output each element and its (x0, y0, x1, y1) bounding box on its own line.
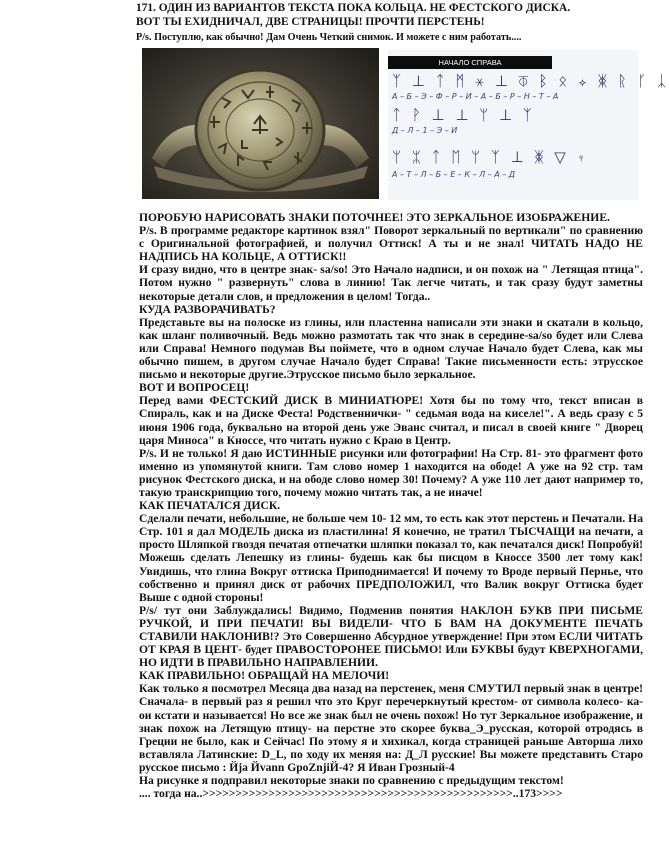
paragraph: P/s. В программе редакторе картинок взял" Поворот зеркальный по вертикали" по сравнению с Оригинальной фотографией, и получил Оттиск! А ты и не знал! ЧИТАТЬ НАДО НЕ НАДПИСЬ НА КОЛЬЦЕ, А ОТТИСК!! (139, 224, 643, 264)
paragraph: Перед вами ФЕСТСКИЙ ДИСК В МИНИАТЮРЕ! Хотя бы по тому что, текст вписан в Спираль, как и на Диске Феста! Родственнички- " седьмая вода на киселе!". А ведь сразу с 5 июня 1906 года, буквально на второй день уже Эванс считал, и писал в своей книге " Дворец царя Миноса" в Кноссе, что читать нужно с Краю в Центр. (139, 394, 643, 447)
header-line-3: P/s. Поступлю, как обычно! Дам Очень Четкий снимок. И можете с ним работать.... (136, 32, 522, 43)
sketch-label: НАЧАЛО СПРАВА (388, 56, 552, 69)
paragraph: Сделали печати, небольшие, не больше чем 10- 12 мм, то есть как этот перстень и Печатали. На Стр. 101 я дал МОДЕЛЬ диска из пластилина! Я конечно, не тратил ТЫСЧАЩИ на печати, а просто Шляпкой гвоздя печатая отпечатки шляпки показал то, как печатался диск! Попробуй! Можешь сделать Лепешку из глины- будешь как бы писцом в Кноссе 3500 лет тому как! Увидишь, что глина Вокруг оттиска Приподнимается! И почему то Вроде первый Перньe, что собственно и принял диск от рабочих ПРЕДПОЛОЖИЛ, что Валик вокруг Оттиска будет Выше с одной стороны! (139, 512, 643, 604)
ring-photo-drawing (142, 48, 379, 199)
glyph-row-3: ᛘ ᛯ ᛏ ᛖ ᛘ ᛉ ⊥ ᛤ ▽ ⫯ (392, 148, 589, 166)
section-heading: КАК ПЕЧАТАЛСЯ ДИСК. (139, 499, 281, 513)
transcription-row-3: А – Т – Л – Б – Е – К – Л – А – Д (392, 170, 516, 179)
glyph-sketch (388, 50, 669, 200)
paragraph: Представьте вы на полоске из глины, или пластенна написали эти знаки и скатали в кольцо, как шланг поливочный. Ведь можно размотать так что знак в середине-sa/so будет или Слева или Справа! Немного подумав Вы поймете, что в одном случае Начало будет Слева, как мы обычно пишем, в другом случае Начало будет Справа! Такие письменности есть: этрусское письмо и некоторые другие.Этрусское письмо было зеркальное. (139, 315, 643, 382)
section-heading: ВОТ И ВОПРОСЕЦ! (139, 381, 250, 395)
body-text (139, 211, 643, 800)
continuation-line: .... тогда на..>>>>>>>>>>>>>>>>>>>>>>>>>>>>>>>>>>>>>>>>>>>>>>>..173>>>> (139, 787, 563, 801)
section-heading: ПОРОБУЮ НАРИСОВАТЬ ЗНАКИ ПОТОЧНЕЕ! ЭТО ЗЕРКАЛЬНОЕ ИЗОБРАЖЕНИЕ. (139, 211, 610, 224)
header-line-1: 171. ОДИН ИЗ ВАРИАНТОВ ТЕКСТА ПОКА КОЛЬЦА. НЕ ФЕСТСКОГО ДИСКА. (136, 2, 571, 14)
paragraph: Как только я посмотрел Месяца два назад на перстенек, меня СМУТИЛ первый знак в центре! Сначала- в первый раз я решил что это Круг перечеркнутый крестом- от символа колесо- ка-ои кстати и называется! Но все же знак был не очень похож! Но тут Зеркальное изображение, и знак похож на Летящую птицу- на перстне это скорее буква_Э_русская, которой отродясь в Греции не было, как и Сейчас! По этому я и хихикал, когда страницей раньше Авторша лихо вставляла Латинские: D_L, по ходу их меняя на: Д_Л русские! Вы можете представить Старо русское письмо : Йја Йvann GpoZnjiЙ-4? Я Иван Грозный-4 (139, 682, 643, 774)
transcription-row-1: А – Б – Э – Ф – Р – И – А – Б – Р – Н – Т – А (392, 92, 559, 101)
paragraph: P/s/ тут они Заблуждались! Видимо, Подменив понятия НАКЛОН БУКВ ПРИ ПИСЬМЕ РУЧКОЙ, И ПРИ ПЕЧАТИ! ВЫ ВИДЕЛИ- ЧТО Б ВАМ НА ДОКУМЕНТЕ ПЕЧАТЬ СТАВИЛИ НАКЛОНИВ!? Это Совершенно Абсурдное утверждение! При этом ЕСЛИ ЧИТАТЬ ОТ КРАЯ В ЦЕНТ- будет ПРАВОСТОРОНЕЕ ПИСЬМО! Или БУКВЫ будут КВЕРХНОГАМИ, НО ИДТИ В ПРАВИЛЬНО НАПРАВЛЕНИИ. (139, 603, 643, 670)
paragraph: P/s. И не только! Я даю ИСТИННЫЕ рисунки или фотографии! На Стр. 81- это фрагмент фото именно из упомянутой книги. Там слово номер 1 находится на ободе! А уже на 92 стр. там рисунок Фестского диска, и на ободе слово номер 30! Почему? А уже 110 лет дают например то, такую транскрипцию того, почему можно читать так, а не иначе! (139, 446, 643, 499)
section-heading: КУДА РАЗВОРАЧИВАТЬ? (139, 302, 276, 316)
glyph-row-2: ᛏ ᚹ ⊥ ⊥ ᛘ ⊥ ᛉ (392, 106, 535, 124)
section-heading: КАК ПРАВИЛЬНО! ОБРАЩАЙ НА МЕЛОЧИ! (139, 669, 390, 683)
paragraph: И сразу видно, что в центре знак- sa/so! Это Начало надписи, и он похож на " Летящая птица". Потом нужно " развернуть" слова в линию! Так легче читать, и так сразу будут заметны некоторые детали слов, и предложения в целом! Тогда.. (139, 263, 643, 303)
paragraph: На рисунке я подправил некоторые знаки по сравнению с предыдущим текстом! (139, 774, 564, 788)
ring-photo (142, 48, 379, 199)
header-line-2: ВОТ ТЫ ЕХИДНИЧАЛ, ДВЕ СТРАНИЦЫ! ПРОЧТИ ПЕРСТЕНЬ! (136, 16, 485, 28)
transcription-row-2: Д – Л – 1 – Э – И (392, 126, 458, 135)
glyph-row-1: ᛉ ⊥ ᛏ ᛗ ⚹ ⊥ ⏁ ᛒ ᛟ ⟡ ᛤ ᚱ ᚴ ᛣ (392, 72, 669, 90)
